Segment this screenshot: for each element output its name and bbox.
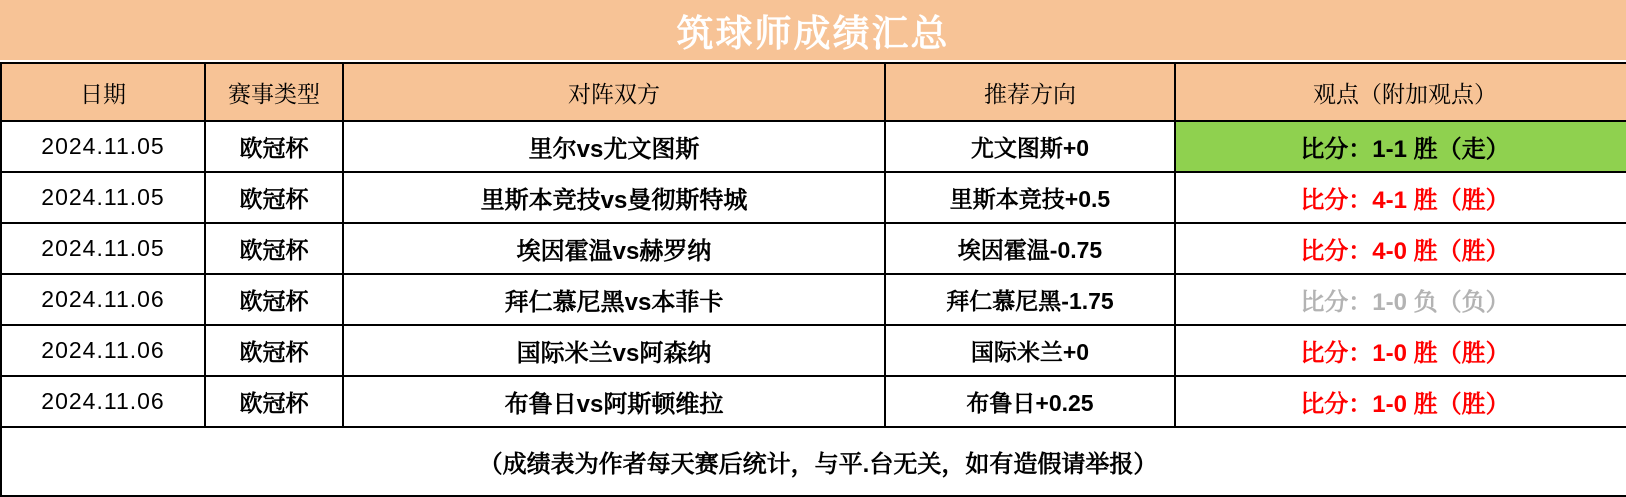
cell-recommendation: 国际米兰+0 bbox=[885, 325, 1175, 376]
cell-match: 布鲁日vs阿斯顿维拉 bbox=[343, 376, 885, 427]
cell-recommendation: 埃因霍温-0.75 bbox=[885, 223, 1175, 274]
cell-type: 欧冠杯 bbox=[205, 325, 343, 376]
cell-result: 比分：4-0 胜（胜） bbox=[1175, 223, 1626, 274]
table-row bbox=[1, 274, 1626, 325]
cell-result: 比分：1-0 胜（胜） bbox=[1175, 325, 1626, 376]
table-row bbox=[1, 172, 1626, 223]
cell-match: 国际米兰vs阿森纳 bbox=[343, 325, 885, 376]
column-header-match: 对阵双方 bbox=[343, 63, 885, 121]
cell-result: 比分：1-1 胜（走） bbox=[1175, 121, 1626, 172]
cell-type: 欧冠杯 bbox=[205, 121, 343, 172]
cell-result: 比分：1-0 胜（胜） bbox=[1175, 376, 1626, 427]
cell-result: 比分：4-1 胜（胜） bbox=[1175, 172, 1626, 223]
table-header-row bbox=[1, 63, 1626, 121]
column-header-date: 日期 bbox=[1, 63, 205, 121]
cell-date: 2024.11.05 bbox=[1, 121, 205, 172]
cell-type: 欧冠杯 bbox=[205, 223, 343, 274]
cell-match: 埃因霍温vs赫罗纳 bbox=[343, 223, 885, 274]
cell-result: 比分：1-0 负（负） bbox=[1175, 274, 1626, 325]
cell-match: 里斯本竞技vs曼彻斯特城 bbox=[343, 172, 885, 223]
cell-match: 里尔vs尤文图斯 bbox=[343, 121, 885, 172]
table-row bbox=[1, 121, 1626, 172]
footer-note: （成绩表为作者每天赛后统计，与平.台无关，如有造假请举报） bbox=[1, 427, 1626, 496]
cell-recommendation: 拜仁慕尼黑-1.75 bbox=[885, 274, 1175, 325]
cell-recommendation: 尤文图斯+0 bbox=[885, 121, 1175, 172]
page-title: 筑球师成绩汇总 bbox=[676, 13, 950, 54]
table-row bbox=[1, 325, 1626, 376]
column-header-view: 观点（附加观点） bbox=[1175, 63, 1626, 121]
table-body bbox=[1, 121, 1626, 496]
title-bar bbox=[0, 0, 1626, 62]
column-header-type: 赛事类型 bbox=[205, 63, 343, 121]
cell-recommendation: 里斯本竞技+0.5 bbox=[885, 172, 1175, 223]
results-table bbox=[0, 62, 1626, 497]
table-row bbox=[1, 223, 1626, 274]
cell-date: 2024.11.06 bbox=[1, 274, 205, 325]
column-header-recommendation: 推荐方向 bbox=[885, 63, 1175, 121]
cell-recommendation: 布鲁日+0.25 bbox=[885, 376, 1175, 427]
cell-type: 欧冠杯 bbox=[205, 172, 343, 223]
cell-match: 拜仁慕尼黑vs本菲卡 bbox=[343, 274, 885, 325]
table-footer-row bbox=[1, 427, 1626, 496]
cell-type: 欧冠杯 bbox=[205, 274, 343, 325]
table-header bbox=[1, 63, 1626, 121]
table-row bbox=[1, 376, 1626, 427]
cell-date: 2024.11.05 bbox=[1, 172, 205, 223]
cell-date: 2024.11.05 bbox=[1, 223, 205, 274]
cell-date: 2024.11.06 bbox=[1, 325, 205, 376]
cell-date: 2024.11.06 bbox=[1, 376, 205, 427]
cell-type: 欧冠杯 bbox=[205, 376, 343, 427]
